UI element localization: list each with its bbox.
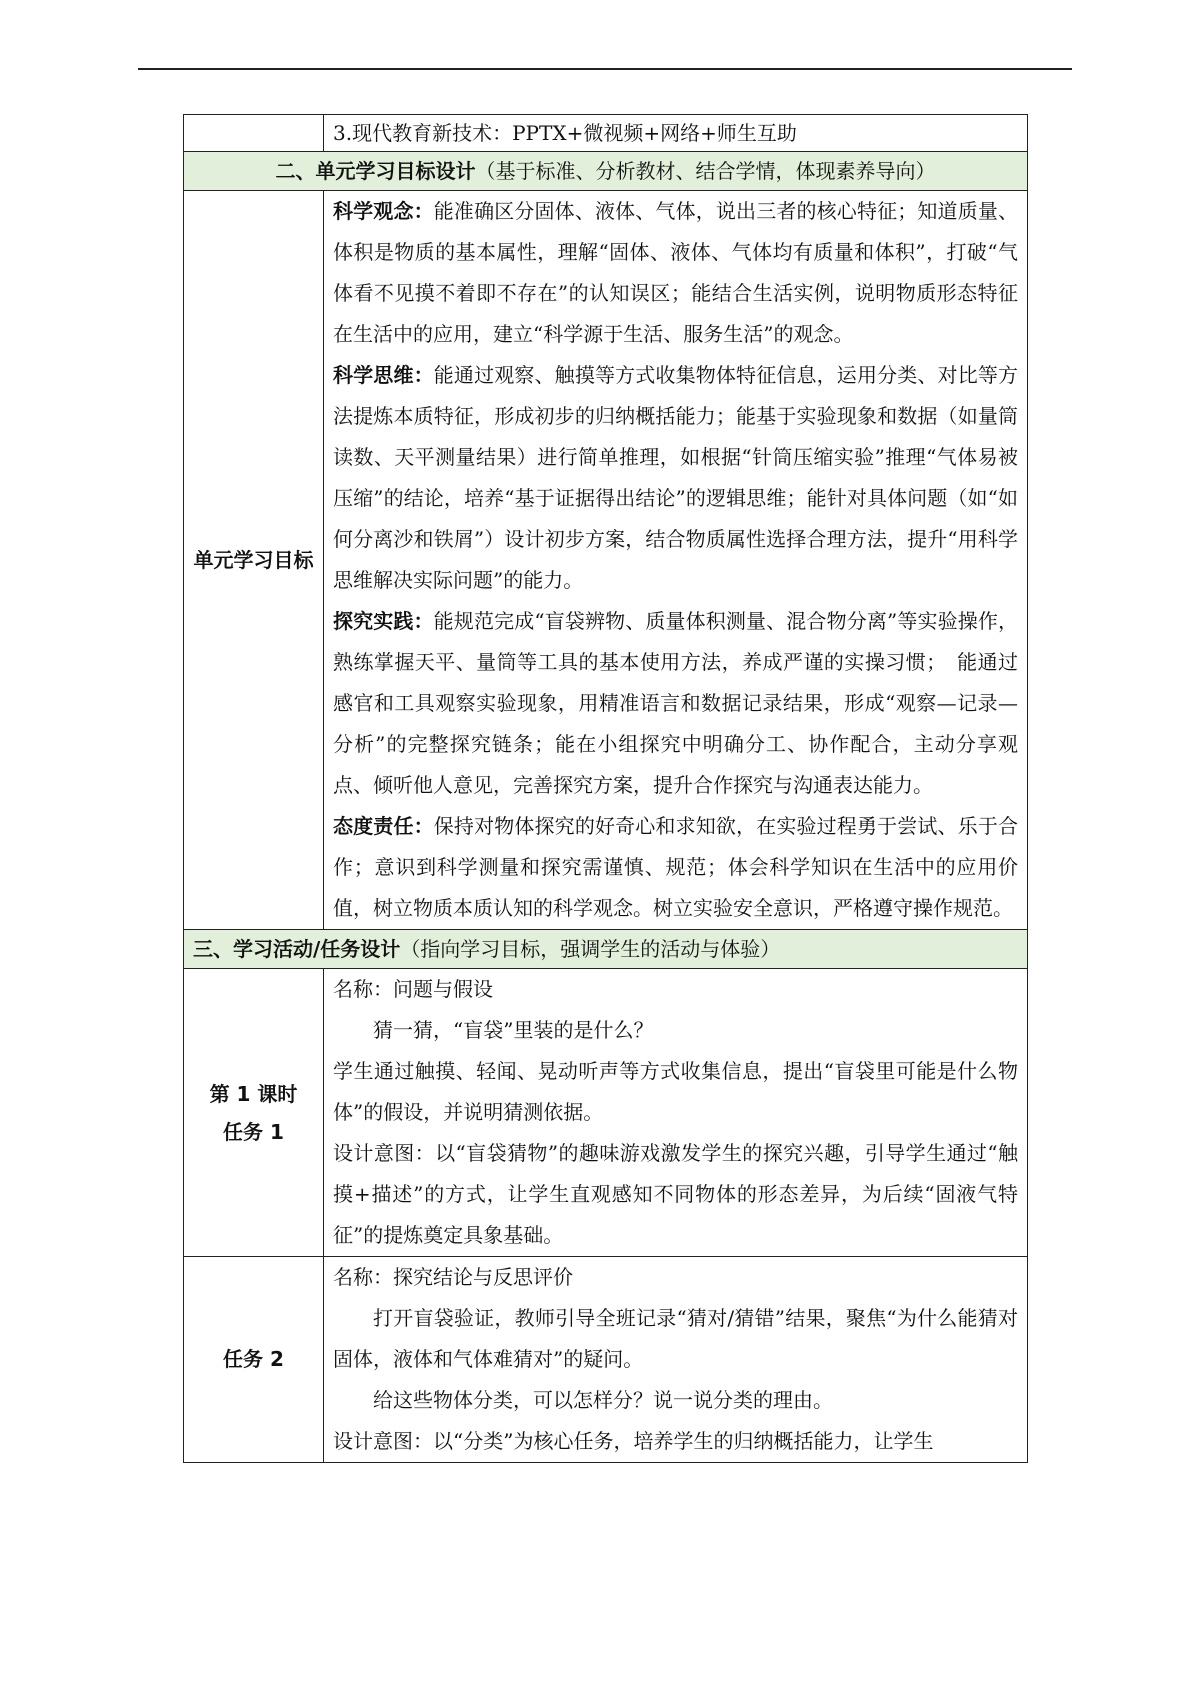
goal-science-concept: 科学观念：能准确区分固体、液体、气体，说出三者的核心特征；知道质量、体积是物质的基本属性，理解“固体、液体、气体均有质量和体积”，打破“气体看不见摸不着即不存在”的认知误区；能结合生活实例，说明物质形态特征在生活中的应用，建立“科学源于生活、服务生活”的观念。 — [333, 199, 1019, 346]
goal-inquiry-practice: 探究实践：能规范完成“盲袋辨物、质量体积测量、混合物分离”等实验操作，熟练掌握天平、量筒等工具的基本使用方法，养成严谨的实操习惯； 能通过感官和工具观察实验现象，用精准语言和数据记录结果，形成“观察—记录—分析”的完整探究链条；能在小组探究中明确分工、协作配合，主动分享观点、倾听他人意见，完善探究方案，提升合作探究与沟通表达能力。 — [333, 609, 1018, 797]
section2-note: （基于标准、分析教材、结合学情，体现素养导向） — [475, 159, 936, 183]
task1-question: 猜一猜，“盲袋”里装的是什么？ — [373, 1018, 654, 1042]
task1-name: 名称：问题与假设 — [333, 977, 493, 1001]
goal-attitude-responsibility: 态度责任：保持对物体探究的好奇心和求知欲，在实验过程勇于尝试、乐于合作；意识到科学测量和探究需谨慎、规范；体会科学知识在生活中的应用价值，树立物质本质认知的科学观念。树立实验安全意识，严格遵守操作规范。 — [333, 814, 1019, 920]
tech-row — [184, 115, 1028, 152]
task1-content — [324, 969, 1028, 1257]
task2-name: 名称：探究结论与反思评价 — [333, 1265, 573, 1289]
unit-goals-content — [324, 191, 1028, 930]
unit-goals-row — [184, 191, 1028, 930]
section2-header — [184, 152, 1028, 191]
section3-note: （指向学习目标，强调学生的活动与体验） — [400, 937, 781, 961]
task1-activity: 学生通过触摸、轻闻、晃动听声等方式收集信息，提出“盲袋里可能是什么物体”的假设，并说明猜测依据。 — [333, 1059, 1018, 1124]
task2-intent: 设计意图：以“分类”为核心任务，培养学生的归纳概括能力，让学生 — [333, 1429, 934, 1453]
tech-row-label-cell — [184, 115, 324, 152]
task2-row — [184, 1257, 1028, 1463]
section3-header-row — [184, 930, 1028, 969]
task1-intent: 设计意图：以“盲袋猜物”的趣味游戏激发学生的探究兴趣，引导学生通过“触摸+描述”的方式，让学生直观感知不同物体的形态差异，为后续“固液气特征”的提炼奠定具象基础。 — [333, 1141, 1018, 1247]
task2-label: 任务 2 — [184, 1257, 324, 1463]
task2-question: 给这些物体分类，可以怎样分？说一说分类的理由。 — [373, 1388, 833, 1412]
section3-header — [184, 930, 1028, 969]
section2-header-row — [184, 152, 1028, 191]
task1-label: 第 1 课时 任务 1 — [184, 969, 324, 1257]
unit-goals-label: 单元学习目标 — [184, 191, 324, 930]
section2-title: 二、单元学习目标设计 — [275, 159, 476, 183]
goal-science-thinking: 科学思维：能通过观察、触摸等方式收集物体特征信息，运用分类、对比等方法提炼本质特征，形成初步的归纳概括能力；能基于实验现象和数据（如量筒读数、天平测量结果）进行简单推理，如根据“针筒压缩实验”推理“气体易被压缩”的结论，培养“基于证据得出结论”的逻辑思维；能针对具体问题（如“如何分离沙和铁屑”）设计初步方案，结合物质属性选择合理方法，提升“用科学思维解决实际问题”的能力。 — [333, 363, 1019, 592]
task1-row — [184, 969, 1028, 1257]
section3-title: 三、学习活动/任务设计 — [193, 937, 401, 961]
header-rule — [138, 68, 1072, 70]
lesson-plan-table — [183, 114, 1028, 1463]
task2-content — [324, 1257, 1028, 1463]
tech-row-text: 3.现代教育新技术：PPTX+微视频+网络+师生互助 — [324, 115, 1028, 152]
task2-activity: 打开盲袋验证，教师引导全班记录“猜对/猜错”结果，聚焦“为什么能猜对固体，液体和气体难猜对”的疑问。 — [333, 1306, 1018, 1371]
